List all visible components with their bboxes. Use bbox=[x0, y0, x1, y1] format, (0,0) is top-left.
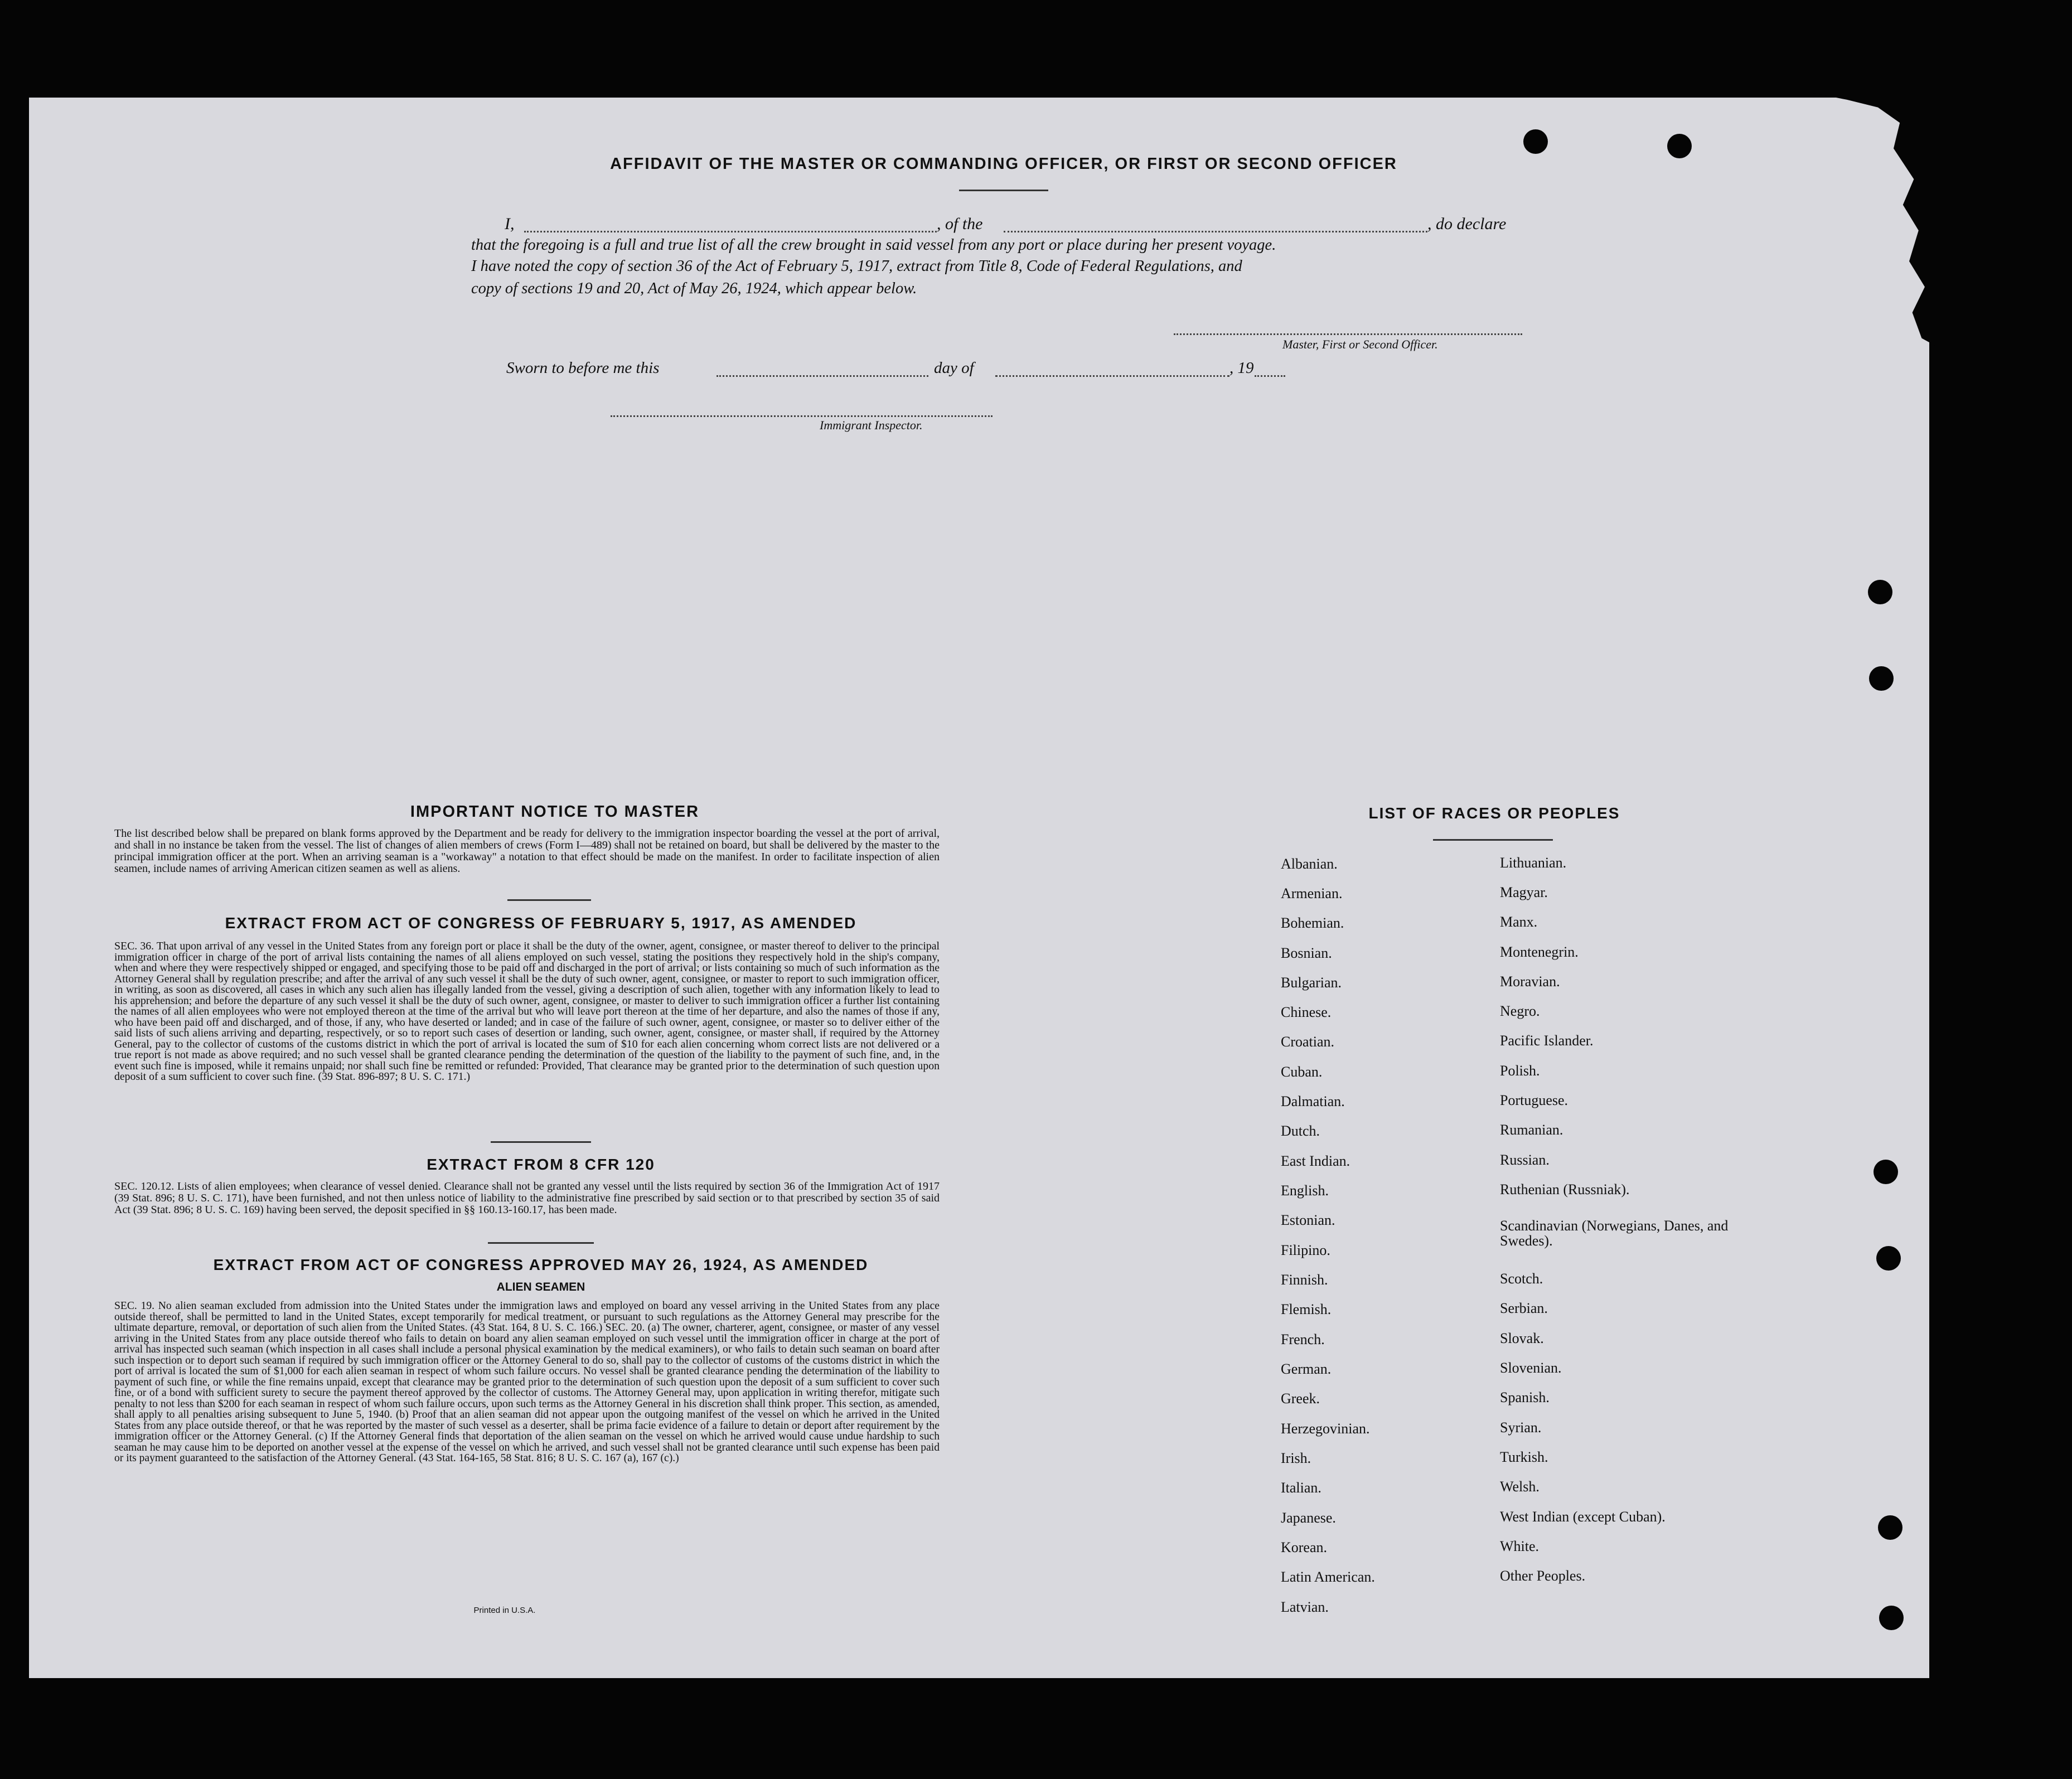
affidavit-title: AFFIDAVIT OF THE MASTER OR COMMANDING OFFICER, OR FIRST OR SECOND OFFICER bbox=[610, 155, 1397, 173]
affidavit-i-label: I, bbox=[505, 215, 515, 233]
punch-hole bbox=[1873, 1160, 1898, 1184]
race-item: Portuguese. bbox=[1500, 1092, 1568, 1108]
race-item: German. bbox=[1281, 1361, 1332, 1377]
divider bbox=[491, 1141, 591, 1143]
race-item: Moravian. bbox=[1500, 973, 1560, 990]
race-item: Turkish. bbox=[1500, 1449, 1548, 1465]
race-item: Dalmatian. bbox=[1281, 1093, 1345, 1109]
race-item: West Indian (except Cuban). bbox=[1500, 1509, 1666, 1525]
race-item: Spanish. bbox=[1500, 1389, 1550, 1405]
race-item: Albanian. bbox=[1281, 856, 1338, 872]
race-item: Serbian. bbox=[1500, 1300, 1548, 1316]
race-item: Magyar. bbox=[1500, 884, 1548, 900]
race-item: Slovak. bbox=[1500, 1330, 1544, 1346]
race-item: Latvian. bbox=[1281, 1599, 1329, 1615]
race-item: Italian. bbox=[1281, 1480, 1321, 1496]
extract-1924-text: SEC. 19. No alien seaman excluded from admission into the United States under the immigration laws and employed on board any vessel arriving in the United States from any place outside thereof, shall be permitted to land in the United States, except temporarily for medical treatment, or pursuant to such regulations as the Attorney General may prescribe for the ultimate departure, removal, or deportation of such alien from the United States. (43 Stat. 164, 8 U. S. C. 166.) SEC. 20. (a) The owner, charterer, agent, consignee, or master of any vessel arriving in the United States from any place outside thereof who fails to detain on board any alien seaman employed on such vessel until the immigration officer in charge at the port of arrival has inspected such seaman (which inspection in all cases shall include a personal physical examination by the medical examiners), or who fails to detain such seaman on board after such inspection or to deport such seaman if required by such immigration officer or the Attorney General to do so, shall pay to the collector of customs of the customs district in which the port of arrival is located the sum of $1,000 for each alien seaman in respect of whom such failure occurs. No vessel shall be granted clearance pending the determination of the liability to payment of such fine, or while the fine remains unpaid, except that clearance may be granted prior to the determination of such question upon the deposit of a sum sufficient to cover such fine, or of a bond with sufficient surety to secure the payment thereof approved by the collector of customs. The Attorney General may, upon application in writing therefor, mitigate such penalty to not less than $200 for each seaman in respect of whom such failure occurs, upon such terms as the Attorney General in his discretion shall think proper. This section, as amended, shall apply to all penalties arising subsequent to June 5, 1940. (b) Proof that an alien seaman did not appear upon the outgoing manifest of the vessel on which he arrived in the United States from any place outside thereof, or that he was reported by the master of such vessel as a deserter, shall be prima facie evidence of a failure to detain or deport after requirement by the immigration officer or the Attorney General. (c) If the Attorney General finds that deportation of the alien seaman on the vessel on which he arrived would cause undue hardship to such seaman he may cause him to be deported on another vessel at the expense of the vessel on which he arrived, and such vessel shall not be granted clearance until such expense has been paid or its payment guaranteed to the satisfaction of the Attorney General. (43 Stat. 164-165, 58 Stat. 816; 8 U. S. C. 167 (a), 167 (c).) bbox=[114, 1300, 940, 1464]
race-item: Negro. bbox=[1500, 1003, 1540, 1019]
race-item: Scandinavian (Norwegians, Danes, and Swedes). bbox=[1500, 1218, 1729, 1249]
master-signature-label: Master, First or Second Officer. bbox=[1282, 337, 1438, 351]
race-item: Manx. bbox=[1500, 914, 1538, 930]
race-item: Latin American. bbox=[1281, 1569, 1375, 1585]
race-item: Greek. bbox=[1281, 1390, 1320, 1407]
extract-cfr-title: EXTRACT FROM 8 CFR 120 bbox=[427, 1156, 655, 1173]
printed-in-usa: Printed in U.S.A. bbox=[473, 1606, 536, 1615]
day-of-label: day of bbox=[934, 359, 974, 377]
race-item: Estonian. bbox=[1281, 1212, 1335, 1228]
divider bbox=[507, 899, 591, 901]
extract-cfr-text: SEC. 120.12. Lists of alien employees; when clearance of vessel denied. Clearance shall not be granted any vessel until the lists required by section 36 of the Immigration Act of 1917 (39 Stat. 896; 8 U. S. C. 171), have been furnished, and not then unless notice of liability to the administrative fine prescribed by said section or to that prescribed by section 35 of said Act (39 Stat. 896; 8 U. S. C. 169) having been served, the deposit specified in §§ 160.13-160.17, has been made. bbox=[114, 1180, 940, 1216]
race-item: French. bbox=[1281, 1331, 1325, 1347]
notice-text: The list described below shall be prepared on blank forms approved by the Department and be ready for delivery to the immigration inspector boarding the vessel at the port of arrival, and shall in no instance be taken from the vessel. The list of changes of alien members of crews (Form I—489) shall not be retained on board, but shall be delivered by the master to the principal immigration officer at the port. When an arriving seaman is a "workaway" a notation to that effect should be made on the manifest. In order to facilitate inspection of alien seamen, include names of arriving American citizen seamen as well as aliens. bbox=[114, 827, 940, 875]
races-title: LIST OF RACES OR PEOPLES bbox=[1368, 804, 1620, 822]
race-item: Herzegovinian. bbox=[1281, 1421, 1370, 1437]
punch-hole bbox=[1523, 129, 1548, 154]
race-item: Croatian. bbox=[1281, 1034, 1335, 1050]
punch-hole bbox=[1879, 1606, 1904, 1630]
race-item: Syrian. bbox=[1500, 1419, 1542, 1436]
race-item: Filipino. bbox=[1281, 1242, 1330, 1258]
race-item: Rumanian. bbox=[1500, 1122, 1563, 1138]
sworn-month-blank[interactable] bbox=[995, 375, 1229, 377]
race-item: Russian. bbox=[1500, 1152, 1550, 1168]
affidavit-line: copy of sections 19 and 20, Act of May 26, 1924, which appear below. bbox=[471, 280, 917, 297]
race-item: Armenian. bbox=[1281, 885, 1343, 901]
race-item: Dutch. bbox=[1281, 1123, 1320, 1139]
extract-1917-text: SEC. 36. That upon arrival of any vessel in the United States from any foreign port or place it shall be the duty of the owner, agent, consignee, or master thereof to deliver to the principal immigration officer in charge of the port of arrival lists containing the names of all aliens employed on such vessel, stating the positions they respectively hold in the ship's company, when and where they were respectively shipped or engaged, and specifying those to be paid off and discharged in the port of arrival; or lists containing so much of such information as the Attorney General shall by regulation prescribe; and after the arrival of any such vessel it shall be the duty of such owner, agent, consignee, or master to report to such immigration officer, in writing, as soon as discovered, all cases in which any such alien has illegally landed from the vessel, giving a description of such alien, together with any information likely to lead to his apprehension; and before the departure of any such vessel it shall be the duty of such owner, agent, consignee, or master to deliver to such immigration officer a further list containing the names of all alien employees who were not employed thereon at the time of the arrival but who will leave port thereon at the time of her departure, and also the names of those if any, who have been paid off and discharged, and of those, if any, who have deserted or landed; and in case of the failure of such owner, agent, consignee, or master so to deliver either of the said lists of such aliens arriving and departing, respectively, or so to report such cases of desertion or landing, such owner, agent, consignee, or master shall, if required by the Attorney General, pay to the collector of customs of the customs district in which the port of arrival is located the sum of $10 for each alien concerning whom correct lists are not delivered or a true report is not made as above required; and no such vessel shall be granted clearance pending the determination of the question of the liability to the payment of such fine, and, in the event such fine is imposed, while it remains unpaid; nor shall such fine be remitted or refunded: Provided, That clearance may be granted prior to the determination of such question upon deposit of a sum sufficient to cover such fine. (39 Stat. 896-897; 8 U. S. C. 171.) bbox=[114, 940, 940, 1083]
race-item: Ruthenian (Russniak). bbox=[1500, 1181, 1630, 1198]
sworn-year-blank[interactable] bbox=[1255, 375, 1285, 377]
year-label: , 19 bbox=[1229, 359, 1254, 377]
vessel-blank[interactable] bbox=[1004, 231, 1427, 232]
inspector-label: Immigrant Inspector. bbox=[820, 418, 923, 432]
master-signature-line[interactable] bbox=[1174, 333, 1522, 335]
race-item: Korean. bbox=[1281, 1539, 1328, 1555]
divider bbox=[488, 1242, 594, 1244]
race-item: Polish. bbox=[1500, 1063, 1540, 1079]
punch-hole bbox=[1667, 134, 1692, 158]
punch-hole bbox=[1876, 1246, 1901, 1271]
divider bbox=[959, 190, 1048, 191]
extract-1924-title: EXTRACT FROM ACT OF CONGRESS APPROVED MAY 26, 1924, AS AMENDED bbox=[213, 1256, 869, 1273]
race-item: Other Peoples. bbox=[1500, 1568, 1586, 1584]
race-item: Irish. bbox=[1281, 1450, 1311, 1466]
punch-hole bbox=[1878, 1515, 1902, 1540]
race-item: Flemish. bbox=[1281, 1301, 1332, 1317]
race-item: Bulgarian. bbox=[1281, 975, 1342, 991]
race-item: Scotch. bbox=[1500, 1271, 1543, 1287]
punch-hole bbox=[1869, 666, 1894, 691]
race-item: Pacific Islander. bbox=[1500, 1033, 1594, 1049]
divider bbox=[1433, 839, 1553, 841]
race-item: Bohemian. bbox=[1281, 915, 1344, 931]
race-item: Bosnian. bbox=[1281, 945, 1332, 961]
race-item: Montenegrin. bbox=[1500, 944, 1579, 960]
race-item: English. bbox=[1281, 1182, 1329, 1199]
extract-1924-subtitle: ALIEN SEAMEN bbox=[496, 1281, 585, 1293]
race-item: Welsh. bbox=[1500, 1479, 1540, 1495]
inspector-signature-line[interactable] bbox=[611, 415, 993, 417]
race-item: Chinese. bbox=[1281, 1004, 1332, 1020]
sworn-day-blank[interactable] bbox=[717, 375, 928, 377]
race-item: Japanese. bbox=[1281, 1510, 1336, 1526]
notice-title: IMPORTANT NOTICE TO MASTER bbox=[410, 803, 700, 821]
sworn-label: Sworn to before me this bbox=[506, 359, 660, 377]
race-item: Finnish. bbox=[1281, 1272, 1328, 1288]
affidavit-line: I have noted the copy of section 36 of the Act of February 5, 1917, extract from Title 8, Code of Federal Regulations, and bbox=[471, 258, 1242, 275]
race-item: Lithuanian. bbox=[1500, 855, 1567, 871]
race-item: Slovenian. bbox=[1500, 1360, 1562, 1376]
affidavit-line: that the foregoing is a full and true list of all the crew brought in said vessel from any port or place during her present voyage. bbox=[471, 236, 1276, 254]
name-blank[interactable] bbox=[524, 231, 937, 232]
race-item: East Indian. bbox=[1281, 1153, 1350, 1169]
race-item: Cuban. bbox=[1281, 1064, 1323, 1080]
affidavit-of-the-label: , of the bbox=[937, 215, 983, 233]
extract-1917-title: EXTRACT FROM ACT OF CONGRESS OF FEBRUARY 5, 1917, AS AMENDED bbox=[225, 914, 857, 932]
punch-hole bbox=[1868, 580, 1892, 604]
race-item: White. bbox=[1500, 1538, 1540, 1554]
affidavit-declare-label: , do declare bbox=[1427, 215, 1507, 233]
